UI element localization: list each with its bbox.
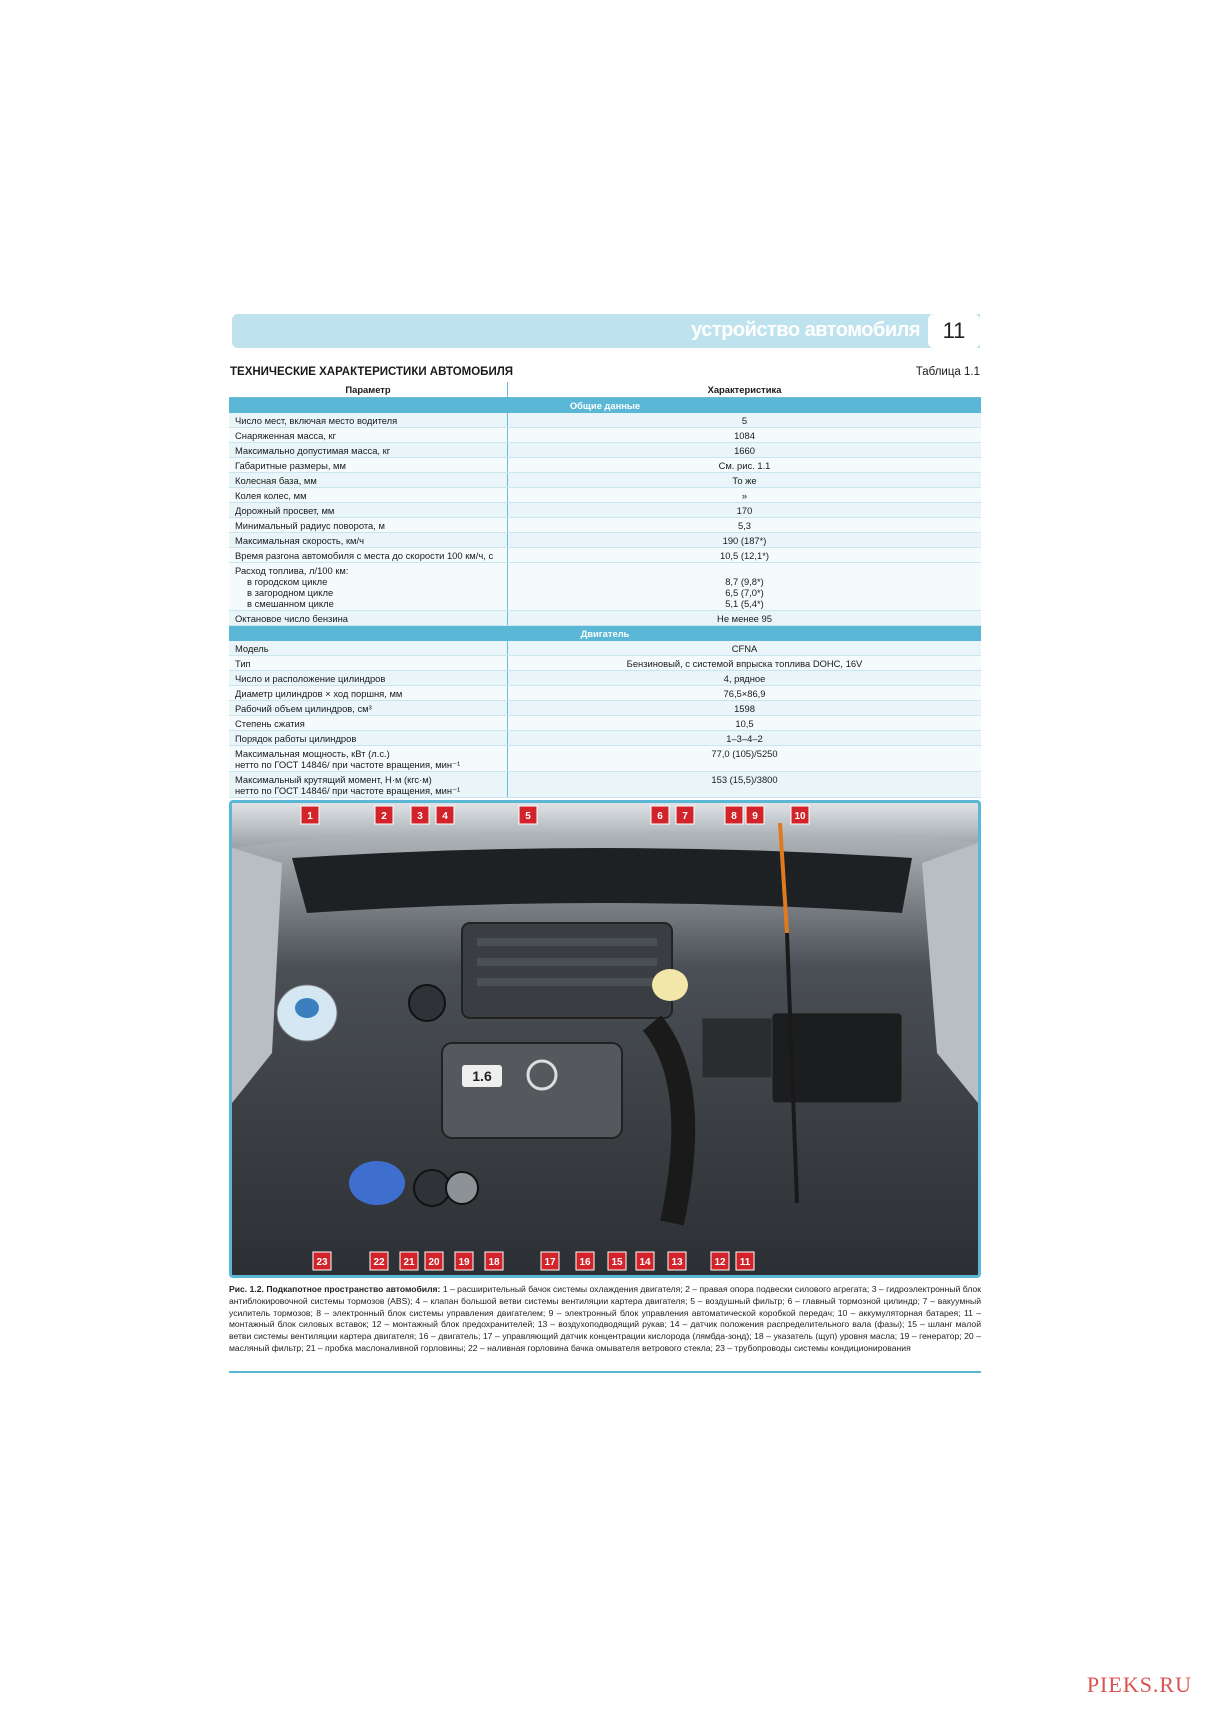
svg-text:18: 18 [488, 1257, 500, 1268]
value-cell: 76,5×86,9 [508, 686, 982, 701]
air-filter-shape [462, 923, 672, 1018]
table-row [229, 458, 981, 473]
power-sublabel: нетто по ГОСТ 14846/ при частоте вращения, мин⁻¹ [235, 758, 461, 770]
fuel-highway-value: 6,5 (7,0*) [725, 586, 764, 598]
value-cell: 1598 [508, 701, 982, 716]
param-cell: Колесная база, мм [229, 473, 508, 488]
table-row [229, 533, 981, 548]
table-row [229, 746, 981, 772]
section-general: Общие данные [229, 398, 981, 414]
callout-label-16 [576, 1252, 594, 1270]
param-cell: Колея колес, мм [229, 488, 508, 503]
callout-label-17 [541, 1252, 559, 1270]
callout-label-11 [736, 1252, 754, 1270]
svg-text:12: 12 [714, 1257, 726, 1268]
torque-value: 153 (15,5)/3800 [508, 772, 982, 798]
callout-label-1 [301, 806, 319, 824]
callout-label-21 [400, 1252, 418, 1270]
table-row [229, 413, 981, 428]
table-number: Таблица 1.1 [915, 366, 980, 378]
svg-text:10: 10 [794, 811, 806, 822]
param-cell: Число и расположение цилиндров [229, 671, 508, 686]
torque-label: Максимальный крутящий момент, Н·м (кгс·м) [235, 773, 432, 785]
column-header-parameter: Параметр [229, 382, 508, 398]
param-cell: Число мест, включая место водителя [229, 413, 508, 428]
callout-label-3 [411, 806, 429, 824]
engine-cover-shape [442, 1043, 622, 1138]
table-row [229, 548, 981, 563]
table-row [229, 656, 981, 671]
callout-label-12 [711, 1252, 729, 1270]
table-row [229, 716, 981, 731]
callout-label-22 [370, 1252, 388, 1270]
callout-label-8 [725, 806, 743, 824]
torque-sublabel: нетто по ГОСТ 14846/ при частоте вращения, мин⁻¹ [235, 784, 461, 796]
callout-label-14 [636, 1252, 654, 1270]
table-row [229, 488, 981, 503]
callout-label-10 [791, 806, 809, 824]
table-row [229, 686, 981, 701]
value-cell: 5,3 [508, 518, 982, 533]
section-header [232, 314, 980, 348]
svg-text:15: 15 [611, 1257, 623, 1268]
value-cell: 190 (187*) [508, 533, 982, 548]
value-cell: См. рис. 1.1 [508, 458, 982, 473]
value-cell: 170 [508, 503, 982, 518]
svg-text:16: 16 [579, 1257, 591, 1268]
octane-value: Не менее 95 [508, 611, 982, 626]
value-cell: » [508, 488, 982, 503]
fuel-mixed-value: 5,1 (5,4*) [725, 597, 764, 609]
table-row [229, 473, 981, 488]
param-cell: Время разгона автомобиля с места до скорости 100 км/ч, с [229, 548, 508, 563]
svg-text:8: 8 [731, 811, 737, 822]
value-cell: Бензиновый, с системой впрыска топлива DOHC, 16V [508, 656, 982, 671]
spec-table [229, 382, 981, 798]
table-row [229, 443, 981, 458]
param-cell: Снаряженная масса, кг [229, 428, 508, 443]
table-row [229, 701, 981, 716]
callout-label-2 [375, 806, 393, 824]
figure-caption-title: Рис. 1.2. Подкапотное пространство автомобиля: [229, 1284, 441, 1294]
svg-text:1: 1 [307, 811, 313, 822]
fuel-city-value: 8,7 (9,8*) [725, 575, 764, 587]
param-cell: Диаметр цилиндров × ход поршня, мм [229, 686, 508, 701]
param-cell: Дорожный просвет, мм [229, 503, 508, 518]
svg-text:6: 6 [657, 811, 663, 822]
callout-label-23 [313, 1252, 331, 1270]
svg-text:9: 9 [752, 811, 758, 822]
value-cell: 10,5 (12,1*) [508, 548, 982, 563]
svg-text:2: 2 [381, 811, 387, 822]
table-row [229, 731, 981, 746]
table-title: ТЕХНИЧЕСКИЕ ХАРАКТЕРИСТИКИ АВТОМОБИЛЯ [230, 366, 514, 378]
svg-text:3: 3 [417, 811, 423, 822]
callout-label-7 [676, 806, 694, 824]
fuel-city-label: в городском цикле [247, 575, 328, 587]
svg-text:19: 19 [458, 1257, 470, 1268]
value-cell: То же [508, 473, 982, 488]
callout-label-18 [485, 1252, 503, 1270]
callout-label-9 [746, 806, 764, 824]
svg-text:7: 7 [682, 811, 688, 822]
section-engine: Двигатель [229, 626, 981, 642]
section-title: устройство автомобиля [691, 319, 920, 341]
fuel-highway-label: в загородном цикле [247, 586, 334, 598]
table-row [229, 611, 981, 626]
table-caption [230, 366, 980, 378]
svg-text:21: 21 [403, 1257, 415, 1268]
callout-label-6 [651, 806, 669, 824]
svg-text:23: 23 [316, 1257, 328, 1268]
svg-text:14: 14 [639, 1257, 651, 1268]
octane-label: Октановое число бензина [229, 611, 508, 626]
param-cell: Порядок работы цилиндров [229, 731, 508, 746]
svg-text:5: 5 [525, 811, 531, 822]
brake-reservoir-shape [652, 969, 688, 1001]
param-cell: Минимальный радиус поворота, м [229, 518, 508, 533]
value-cell: 4, рядное [508, 671, 982, 686]
table-row [229, 641, 981, 656]
param-cell: Модель [229, 641, 508, 656]
table-row [229, 503, 981, 518]
value-cell: 5 [508, 413, 982, 428]
table-row [229, 428, 981, 443]
param-cell: Тип [229, 656, 508, 671]
param-cell: Габаритные размеры, мм [229, 458, 508, 473]
figure-caption-text: 1 – расширительный бачок системы охлаждения двигателя; 2 – правая опора подвески силового агрегата; 3 – гидроэлектронный блок антиблокировочной системы тормозов (ABS); 4 – клапан большой ветви системы вентиляции картера двигателя; 5 – воздушный фильтр; 6 – главный тормозной цилиндр; 7 – вакуумный усилитель тормозов; 8 – электронный блок системы управления двигателем; 9 – электронный блок управления автоматической коробкой передач; 10 – аккумуляторная батарея; 11 – монтажный блок силовых вставок; 12 – монтажный блок предохранителей; 13 – воздухоподводящий рукав; 14 – датчик положения распределительного вала (фазы); 15 – шланг малой ветви системы вентиляции картера двигателя; 16 – двигатель; 17 – управляющий датчик концентрации кислорода (лямбда-зонд); 18 – указатель (щуп) уровня масла; 19 – генератор; 20 – масляный фильтр; 21 – пробка маслоналивной горловины; 22 – наливная горловина бачка омывателя ветрового стекла; 23 – трубопроводы системы кондиционирования [229, 1284, 981, 1353]
callout-label-4 [436, 806, 454, 824]
table-row [229, 518, 981, 533]
param-cell: Максимальная скорость, км/ч [229, 533, 508, 548]
svg-text:4: 4 [442, 811, 448, 822]
fuel-label: Расход топлива, л/100 км: [235, 564, 349, 576]
watermark: PIEKS.RU [1086, 1672, 1192, 1697]
fuel-mixed-label: в смешанном цикле [247, 597, 334, 609]
callout-label-20 [425, 1252, 443, 1270]
value-cell: 1–3–4–2 [508, 731, 982, 746]
param-cell: Рабочий объем цилиндров, см³ [229, 701, 508, 716]
svg-text:22: 22 [373, 1257, 385, 1268]
svg-text:20: 20 [428, 1257, 440, 1268]
param-cell: Степень сжатия [229, 716, 508, 731]
callout-label-15 [608, 1252, 626, 1270]
table-row [229, 772, 981, 798]
value-cell: 10,5 [508, 716, 982, 731]
engine-badge: 1.6 [472, 1068, 492, 1084]
figure-caption [229, 1284, 981, 1355]
page-number: 11 [928, 314, 980, 348]
svg-text:11: 11 [739, 1257, 751, 1268]
table-row [229, 563, 981, 611]
value-cell: 1660 [508, 443, 982, 458]
power-value: 77,0 (105)/5250 [508, 746, 982, 772]
caption-divider [229, 1371, 981, 1373]
param-cell: Максимально допустимая масса, кг [229, 443, 508, 458]
value-cell: 1084 [508, 428, 982, 443]
value-cell: CFNA [508, 641, 982, 656]
engine-bay-photo [229, 800, 981, 1278]
svg-text:13: 13 [671, 1257, 683, 1268]
svg-text:17: 17 [544, 1257, 556, 1268]
column-header-value: Характеристика [508, 382, 982, 398]
callout-label-19 [455, 1252, 473, 1270]
washer-cap-shape [349, 1161, 405, 1205]
table-row [229, 671, 981, 686]
callout-label-5 [519, 806, 537, 824]
engine-bay-illustration [232, 803, 978, 1275]
callout-label-13 [668, 1252, 686, 1270]
power-label: Максимальная мощность, кВт (л.с.) [235, 747, 390, 759]
